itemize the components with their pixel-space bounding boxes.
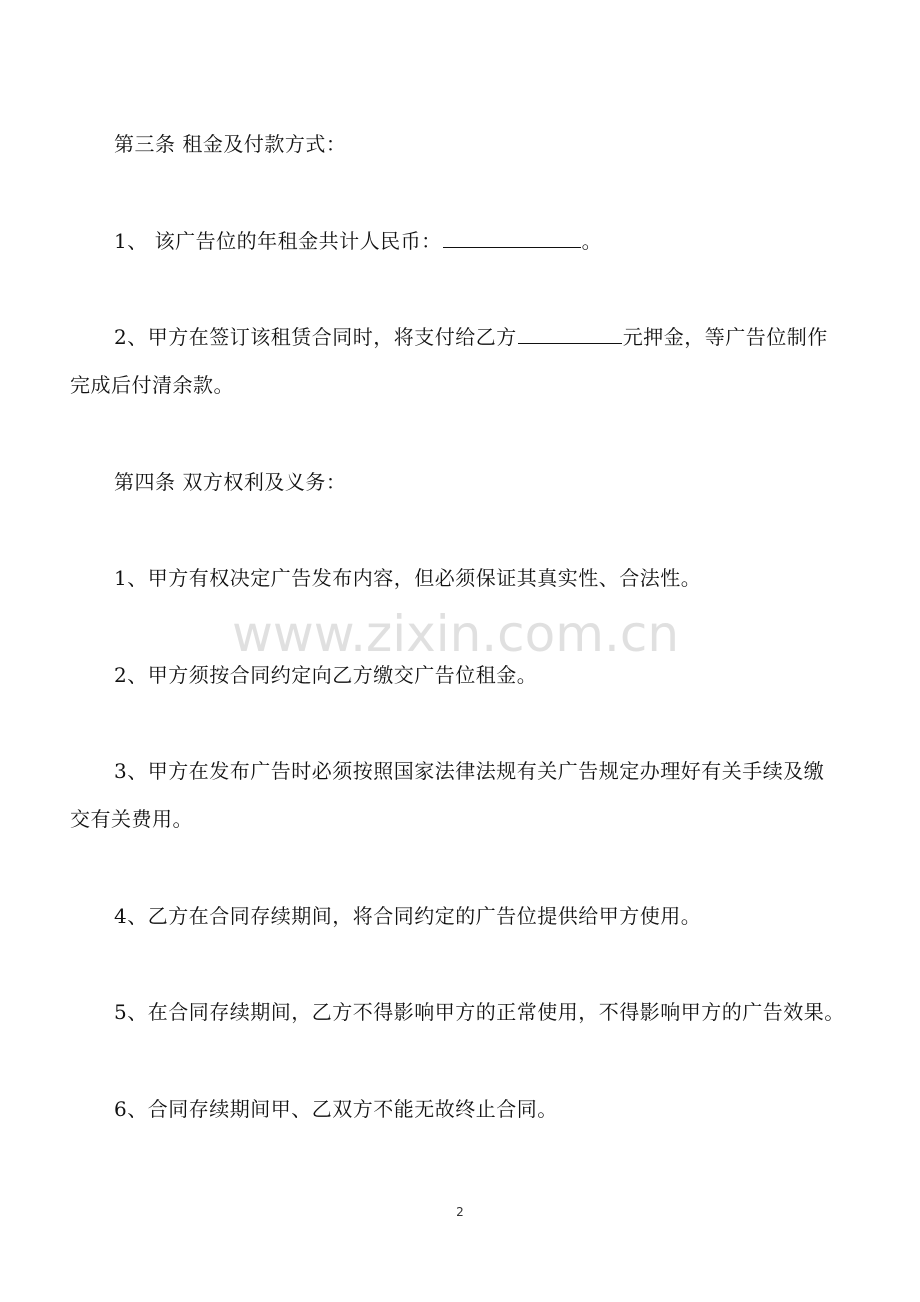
deposit-amount-blank	[518, 325, 622, 344]
article4-item5: 5、在合同存续期间，乙方不得影响甲方的正常使用，不得影响甲方的广告效果。	[114, 1000, 845, 1024]
article3-item2-text: 2、甲方在签订该租赁合同时，将支付给乙方	[114, 325, 517, 349]
article4-item3-line2: 交有关费用。	[70, 807, 193, 831]
article3-item1	[114, 229, 602, 253]
watermark: www.zixin.com.cn	[232, 605, 680, 663]
article4-heading: 第四条 双方权利及义务：	[114, 470, 347, 494]
page-number: 2	[456, 1205, 464, 1219]
article3-item2-line2: 完成后付清余款。	[70, 373, 234, 397]
article4-item3-line1: 3、甲方在发布广告时必须按照国家法律法规有关广告规定办理好有关手续及缴	[114, 759, 825, 783]
article3-item2-suffix: 元押金，等广告位制作	[622, 325, 828, 349]
rent-amount-blank	[443, 229, 581, 248]
article4-item6: 6、合同存续期间甲、乙双方不能无故终止合同。	[114, 1097, 558, 1121]
article3-heading: 第三条 租金及付款方式：	[114, 132, 347, 156]
article3-item2-line1	[114, 325, 828, 349]
article4-item1: 1、甲方有权决定广告发布内容，但必须保证其真实性、合法性。	[114, 566, 702, 590]
article3-item1-suffix: 。	[581, 229, 603, 253]
article4-item4: 4、乙方在合同存续期间，将合同约定的广告位提供给甲方使用。	[114, 904, 702, 928]
article4-item2: 2、甲方须按合同约定向乙方缴交广告位租金。	[114, 663, 538, 687]
article3-item1-text: 1、 该广告位的年租金共计人民币：	[114, 229, 442, 253]
